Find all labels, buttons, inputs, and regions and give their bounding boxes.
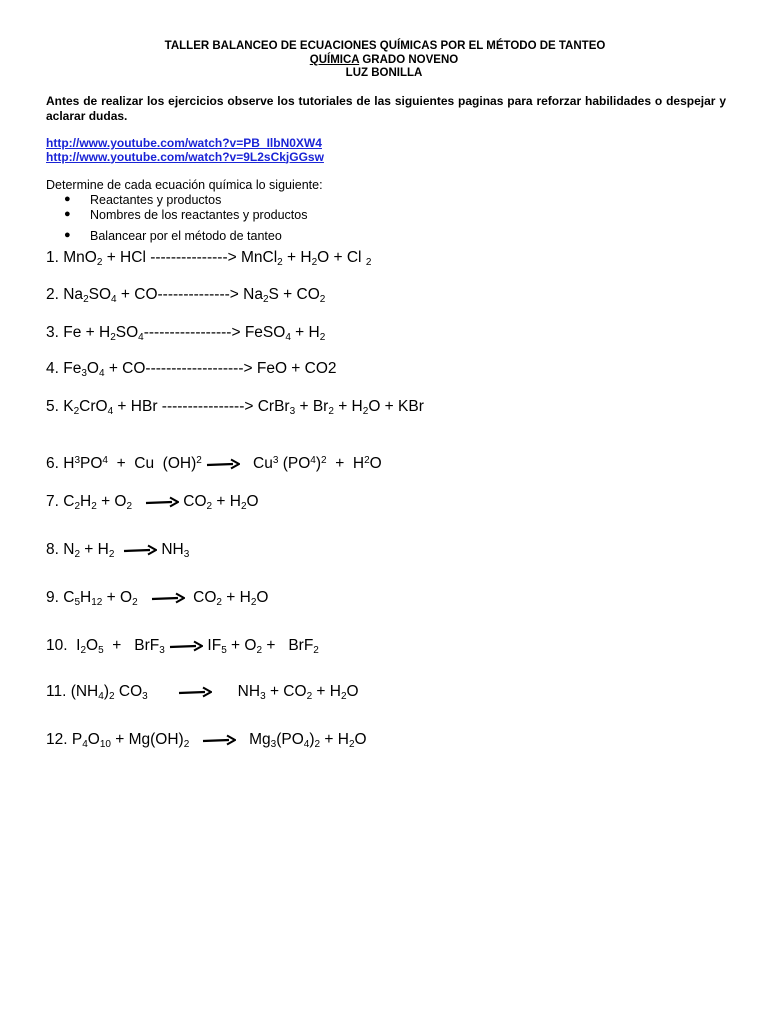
bullet-icon: ● [64,229,71,241]
reaction-arrow-icon [169,640,203,652]
subject-name: QUÍMICA [309,53,360,66]
equation-3: 3. $Fe + H_2SO_4----------------->$ FeSO$_4$ + $H_2$ [46,324,326,343]
instructions-text: Determine de cada ecuación química lo siguiente: [46,178,323,192]
document-header [0,40,768,81]
equation-10: 10. $I_2O_5 + BrF_3$ $IF_5 + O_2 + BrF_2$ [46,637,319,656]
bullet-icon: ● [64,193,71,205]
equation-9: 9. $C_5H_{12} + O_2$ $CO_2 + H_2O$ [46,589,269,608]
tutorial-link-2[interactable]: http://www.youtube.com/watch?v=9L2sCkjGGsw [46,149,324,164]
equation-1: 1. MnO$_2$ + HCl ---------------> MnCl$_2$ + $H_2O + Cl$ $_2$ [46,249,372,268]
bullet-icon: ● [64,208,71,220]
reaction-arrow-icon [151,592,185,604]
equation-7: 7. $C_2H_2 + O_2$ $CO_2 + H_2O$ [46,493,259,512]
reaction-arrow-icon [145,496,179,508]
equation-5: 5. $K_2CrO_4$ + HBr ----------------> CrBr$_3$ + $Br_2 + H_2O$ + KBr [46,398,424,417]
equation-8: 8. $N_2 + H_2$ $NH_3$ [46,541,190,560]
intro-paragraph: Antes de realizar los ejercicios observe los tutoriales de las siguientes paginas para reforzar habilidades o despejar y aclarar dudas. [46,94,726,123]
teacher-name: LUZ BONILLA [345,67,423,79]
equation-11: 11. $(NH_4)_2$ $CO_3$ $NH_3 + CO_2 + H_2O$ [46,683,359,702]
tutorial-links [46,137,324,164]
reaction-arrow-icon [206,458,240,470]
worksheet-title: TALLER BALANCEO DE ECUACIONES QUÍMICAS POR EL MÉTODO DE TANTEO [164,40,606,52]
subject-line [0,54,768,68]
equation-2: 2. $Na_2SO_4 + CO--------------> Na_2S + CO_2$ [46,286,326,305]
reaction-arrow-icon [123,544,157,556]
equation-6: 6. $H^3PO^4 + Cu$ (OH)$^2$ Cu$^3$ $(PO^4)^2 + H^2O$ [46,455,382,472]
reaction-arrow-icon [202,734,236,746]
worksheet-page: TALLER BALANCEO DE ECUACIONES QUÍMICAS POR EL MÉTODO DE TANTEO QUÍMICA GRADO NOVENO LUZ BONILLA Antes de realizar los ejercicios observe los tutoriales de las siguientes paginas para reforzar habilidades o despejar y aclarar dudas. http://www.youtube.com/watch?v=PB_IlbN0XW4 http://www.youtube.com/watch?v=9L2sCkjGGsw Determine de cada ecuación química lo siguiente: ● Reactantes y productos ● Nombres de los reactantes y productos ● Balancear por el método de tanteo 1. MnO$_2$ + HCl ---------------> MnCl$_2$ + $H_2O + Cl$ $_2$ 2. $Na_2SO_4 + CO--------------> Na_2S + CO_2$ 3. $Fe + H_2SO_4----------------->$ FeSO$_4$ + $H_2$ 4. $Fe_3O_4 + CO------------------->$ FeO + CO2 5. $K_2CrO_4$ + HBr ----------------> CrBr$_3$ + $Br_2 + H_2O$ + KBr 6. $H^3PO^4 + Cu$ (OH)$^2$ Cu$^3$ $(PO^4)^2 + H^2O$ 7. $C_2H_2 + O_2$ $CO_2 + H_2O$ 8. $N_2 + H_2$ $NH_3$ 9. $C_5H_{12} + O_2$ $CO_2 + H_2O$ 10. $I_2O_5 + BrF_3$ $IF_5 + O_2 + BrF_2$ 11. $(NH_4)_2$ $CO_3$ $NH_3 + CO_2 + H_2O$ 12. $P_4O_{10} + Mg(OH)_2$ $Mg_3(PO_4)_2 + H_2O$ [0,0,768,1024]
equation-4: 4. $Fe_3O_4 + CO------------------->$ FeO + CO2 [46,360,337,379]
equation-12: 12. $P_4O_{10} + Mg(OH)_2$ $Mg_3(PO_4)_2 + H_2O$ [46,731,367,750]
grade-label: GRADO NOVENO [359,53,459,66]
tutorial-link-1[interactable]: http://www.youtube.com/watch?v=PB_IlbN0XW4 [46,136,322,150]
reaction-arrow-icon [178,686,212,698]
